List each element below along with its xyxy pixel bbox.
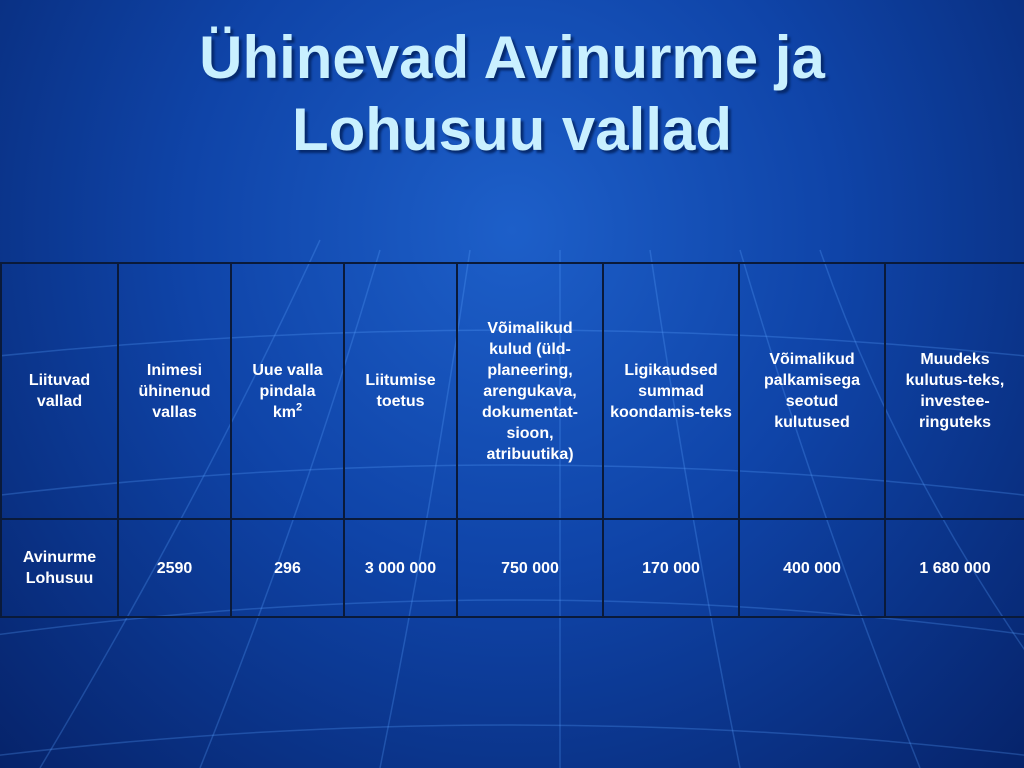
table-row xyxy=(1,519,1024,617)
header-other-costs: Muudeks kulutus-teks, investee-ringuteks xyxy=(885,263,1024,519)
slide-title xyxy=(0,22,1024,166)
cell-hiring-costs: 400 000 xyxy=(739,519,885,617)
cell-support: 3 000 000 xyxy=(344,519,457,617)
header-area xyxy=(231,263,344,519)
title-line-2: Lohusuu vallad xyxy=(291,96,733,163)
cell-possible-costs: 750 000 xyxy=(457,519,603,617)
cell-other-costs: 1 680 000 xyxy=(885,519,1024,617)
merger-cost-table xyxy=(0,262,1024,618)
cell-area: 296 xyxy=(231,519,344,617)
header-merger-support: Liitumise toetus xyxy=(344,263,457,519)
cell-population: 2590 xyxy=(118,519,231,617)
header-area-unit-sup: 2 xyxy=(296,401,303,414)
header-area-label: Uue valla pindala xyxy=(252,361,323,400)
header-area-unit: km xyxy=(272,403,296,421)
header-merging-municipalities: Liituvad vallad xyxy=(1,263,118,519)
title-line-1: Ühinevad Avinurme ja xyxy=(199,24,825,91)
cell-municipalities: Avinurme Lohusuu xyxy=(1,519,118,617)
cell-layoff-sums: 170 000 xyxy=(603,519,739,617)
header-hiring-costs: Võimalikud palkamisega seotud kulutused xyxy=(739,263,885,519)
header-layoff-sums: Ligikaudsed summad koondamis-teks xyxy=(603,263,739,519)
table-header-row xyxy=(1,263,1024,519)
header-population: Inimesi ühinenud vallas xyxy=(118,263,231,519)
header-possible-costs: Võimalikud kulud (üld-planeering, arengukava, dokumentat-sioon, atribuutika) xyxy=(457,263,603,519)
